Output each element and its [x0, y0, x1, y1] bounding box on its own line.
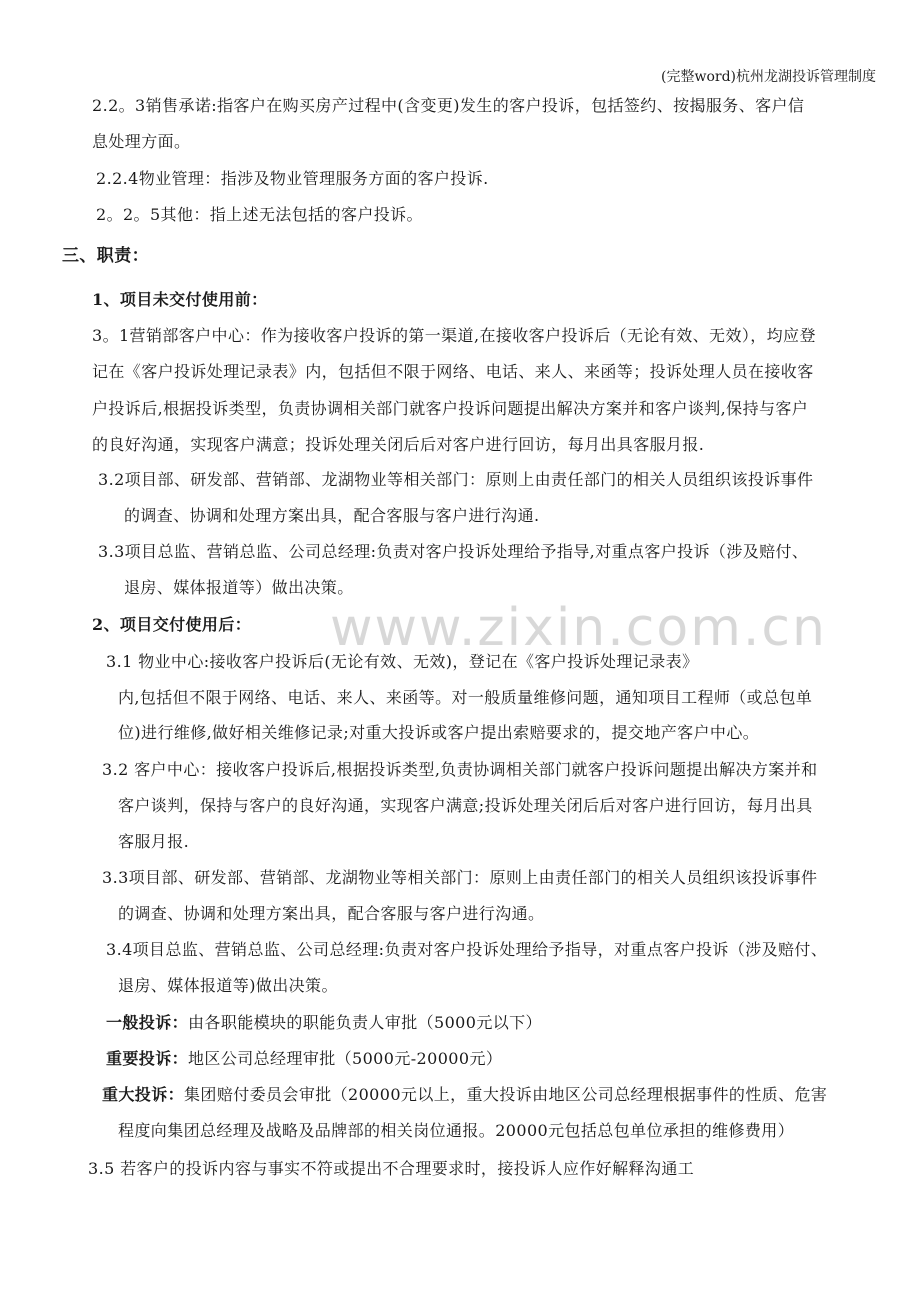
paragraph-line: 的调查、协调和处理方案出具，配合客服与客户进行沟通.	[124, 506, 540, 525]
paragraph-line: 客服月报.	[118, 832, 190, 851]
watermark-text: www.zixin.com.cn	[330, 598, 827, 658]
approval-line-general	[106, 1012, 542, 1034]
section-heading: 三、职责：	[62, 246, 149, 266]
paragraph-line: 退房、媒体报道等)做出决策。	[118, 976, 338, 995]
approval-text: 地区公司总经理审批（5000元-20000元）	[188, 1049, 503, 1068]
paragraph-line: 3。1营销部客户中心：作为接收客户投诉的第一渠道,在接收客户投诉后（无论有效、无效），均应登	[92, 326, 816, 345]
paragraph-line: 户投诉后,根据投诉类型，负责协调相关部门就客户投诉问题提出解决方案并和客户谈判,保持与客户	[92, 399, 809, 418]
paragraph-line: 程度向集团总经理及战略及品牌部的相关岗位通报。20000元包括总包单位承担的维修费用）	[118, 1121, 795, 1140]
approval-label: 一般投诉：	[106, 1013, 189, 1032]
paragraph-line: 退房、媒体报道等）做出决策。	[124, 578, 354, 597]
paragraph-line: 2。2。5其他：指上述无法包括的客户投诉。	[96, 205, 423, 224]
approval-text: 集团赔付委员会审批（20000元以上，重大投诉由地区公司总经理根据事件的性质、危害	[184, 1085, 828, 1104]
paragraph-line: 3.3项目部、研发部、营销部、龙湖物业等相关部门：原则上由责任部门的相关人员组织该投诉事件	[102, 868, 818, 887]
approval-text: 由各职能模块的职能负责人审批（5000元以下）	[188, 1013, 542, 1032]
paragraph-line: 记在《客户投诉处理记录表》内，包括但不限于网络、电话、来人、来函等；投诉处理人员在接收客	[92, 362, 814, 381]
paragraph-line: 息处理方面。	[92, 132, 191, 151]
paragraph-line: 3.2项目部、研发部、营销部、龙湖物业等相关部门：原则上由责任部门的相关人员组织该投诉事件	[98, 470, 814, 489]
approval-label: 重大投诉：	[102, 1085, 185, 1104]
subsection-heading: 2、项目交付使用后：	[92, 615, 252, 634]
paragraph-line: 3.2 客户中心：接收客户投诉后,根据投诉类型,负责协调相关部门就客户投诉问题提出解决方案并和	[102, 760, 818, 779]
page-header-title: (完整word)杭州龙湖投诉管理制度	[661, 69, 876, 85]
paragraph-line: 2.2。3销售承诺:指客户在购买房产过程中(含变更)发生的客户投诉，包括签约、按揭服务、客户信	[92, 96, 805, 115]
paragraph-line: 内,包括但不限于网络、电话、来人、来函等。对一般质量维修问题，通知项目工程师（或总包单	[118, 688, 813, 707]
approval-line-major	[102, 1084, 827, 1106]
paragraph-line: 的良好沟通，实现客户满意；投诉处理关闭后后对客户进行回访，每月出具客服月报.	[92, 435, 705, 454]
paragraph-line: 3.5 若客户的投诉内容与事实不符或提出不合理要求时，接投诉人应作好解释沟通工	[88, 1159, 695, 1178]
paragraph-line: 3.1 物业中心:接收客户投诉后(无论有效、无效)，登记在《客户投诉处理记录表》	[106, 652, 699, 671]
paragraph-line: 2.2.4物业管理：指涉及物业管理服务方面的客户投诉.	[96, 169, 489, 188]
paragraph-line: 位)进行维修,做好相关维修记录;对重大投诉或客户提出索赔要求的，提交地产客户中心。	[118, 723, 760, 742]
approval-label: 重要投诉：	[106, 1049, 189, 1068]
approval-line-important	[106, 1048, 502, 1070]
paragraph-line: 的调查、协调和处理方案出具，配合客服与客户进行沟通。	[118, 904, 545, 923]
paragraph-line: 客户谈判，保持与客户的良好沟通，实现客户满意;投诉处理关闭后后对客户进行回访，每月出具	[118, 796, 813, 815]
paragraph-line: 3.4项目总监、营销总监、公司总经理:负责对客户投诉处理给予指导，对重点客户投诉（涉及赔付、	[106, 940, 828, 959]
paragraph-line: 3.3项目总监、营销总监、公司总经理:负责对客户投诉处理给予指导,对重点客户投诉（涉及赔付、	[98, 542, 809, 561]
subsection-heading: 1、项目未交付使用前：	[92, 290, 268, 309]
